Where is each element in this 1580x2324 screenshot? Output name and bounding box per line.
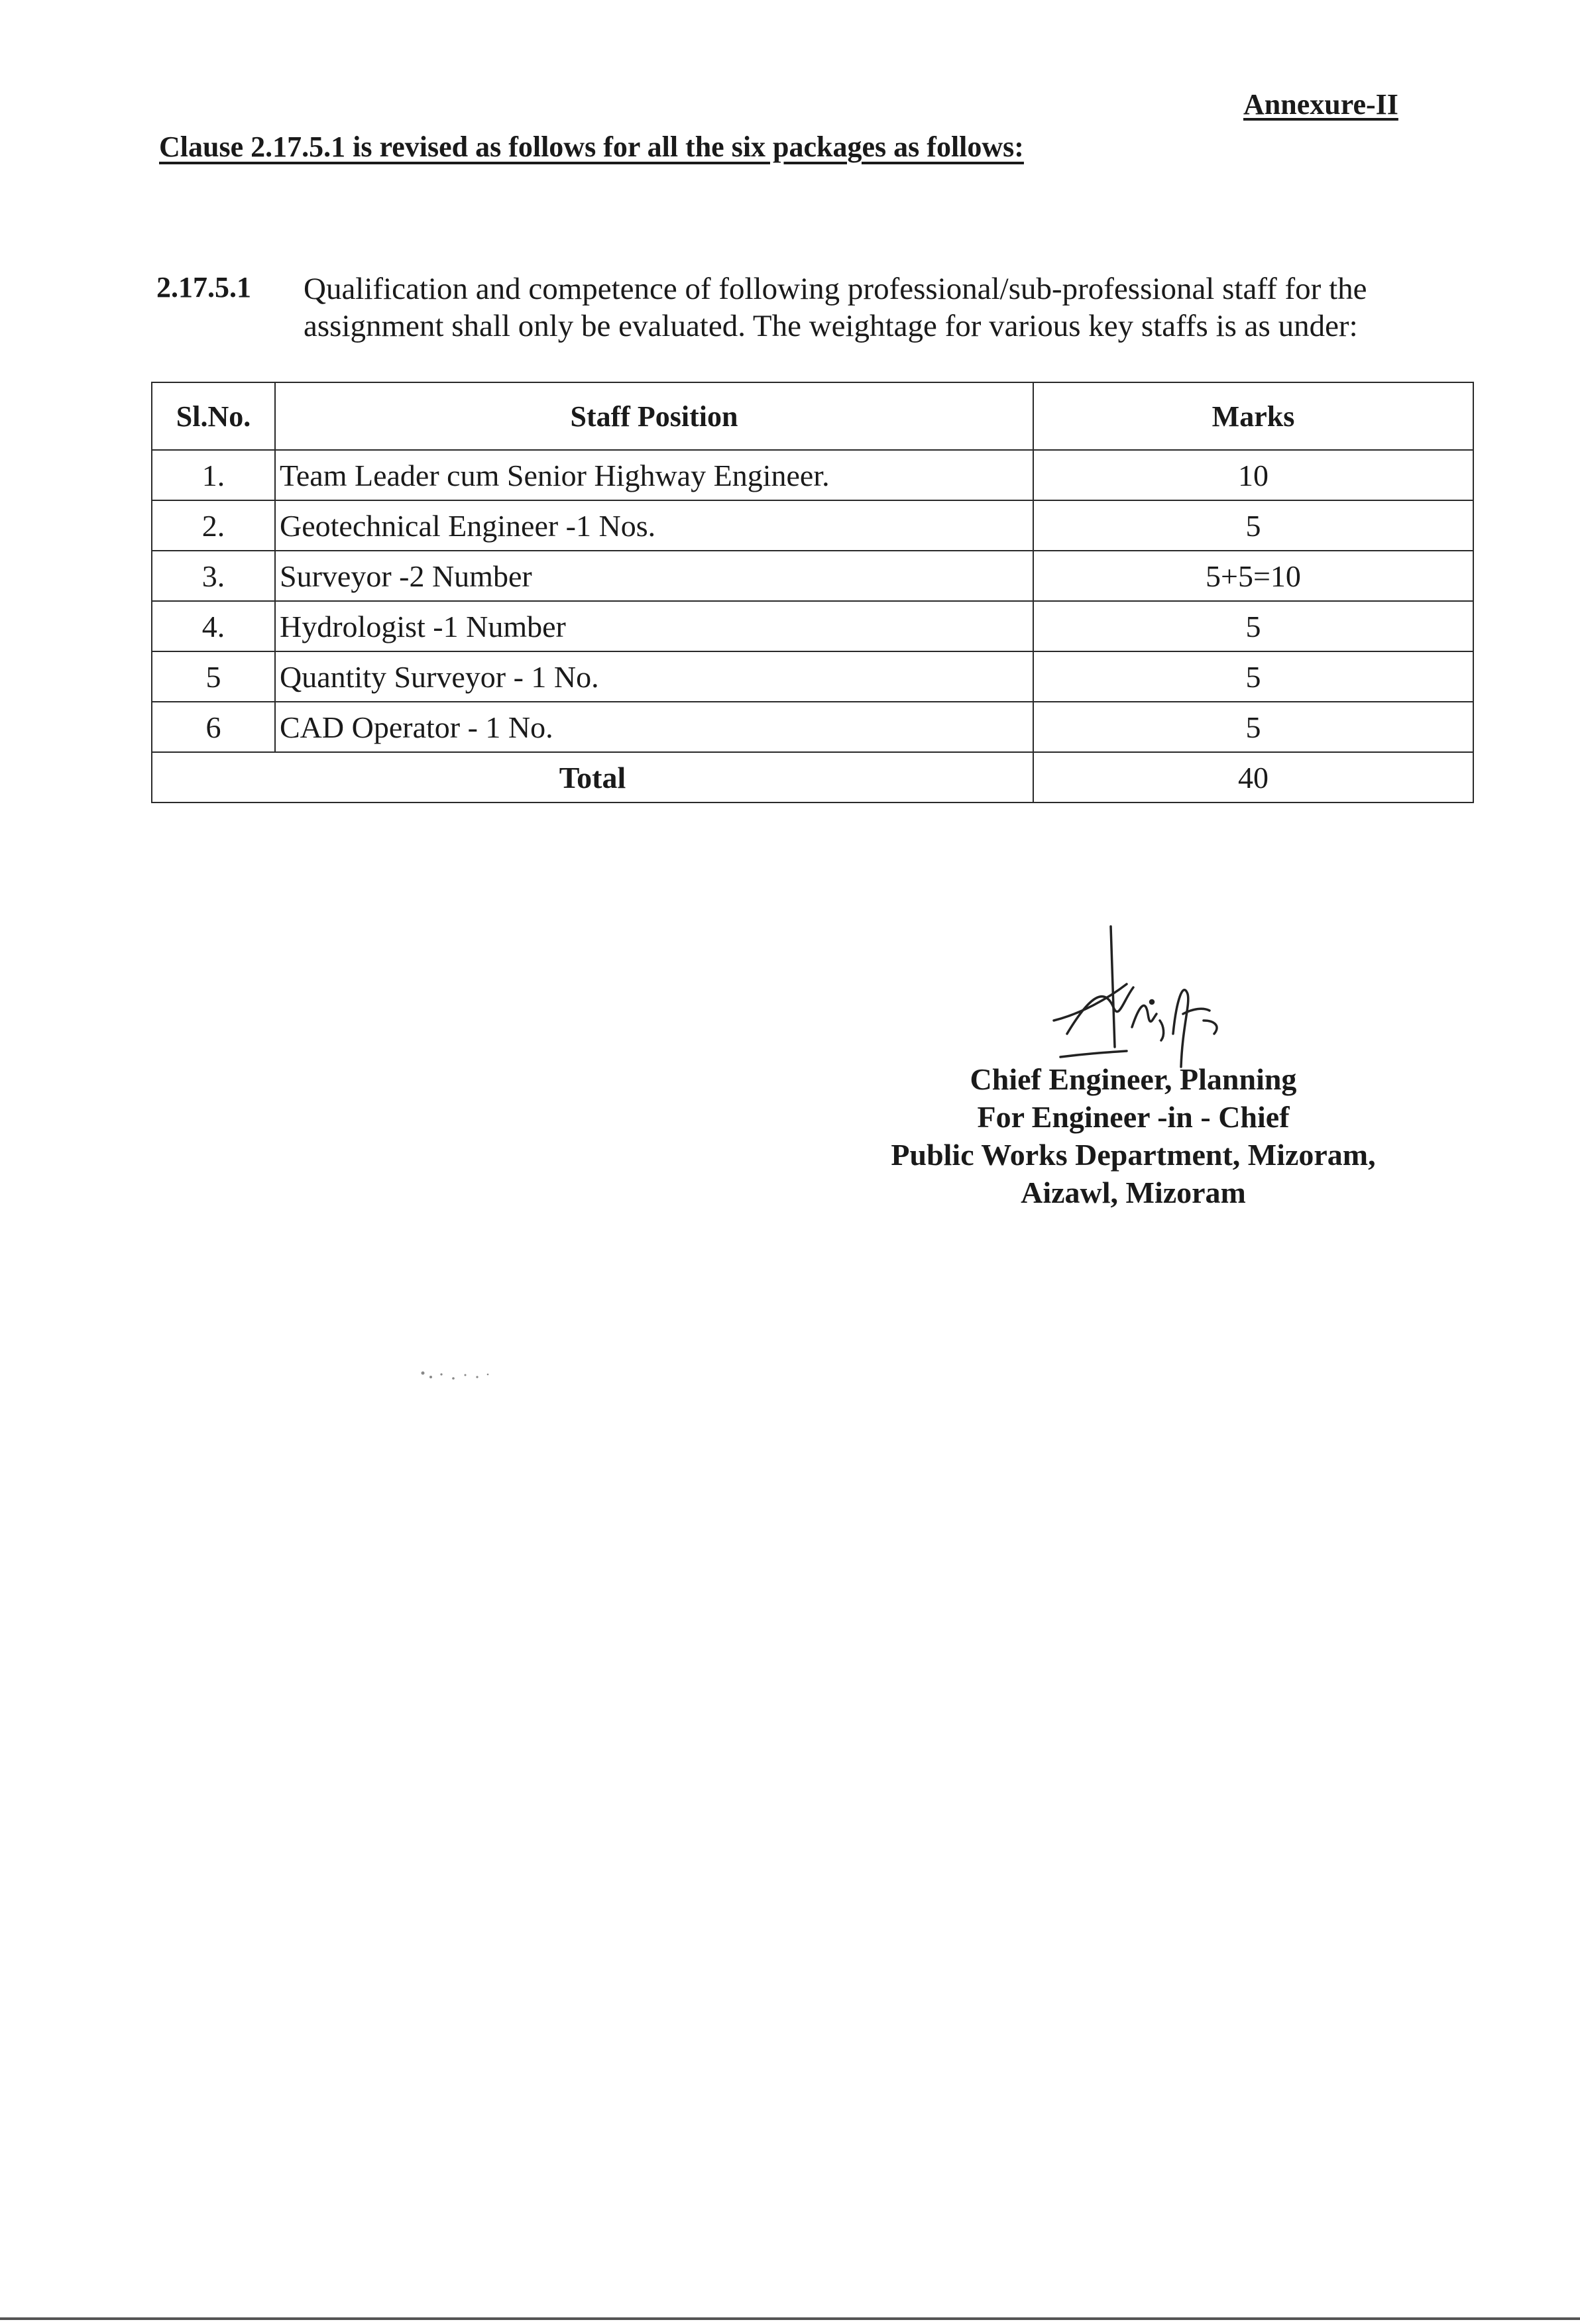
signatory-location: Aizawl, Mizoram xyxy=(1021,1176,1246,1209)
row-staff-position: Quantity Surveyor - 1 No. xyxy=(275,651,1033,702)
header-staff-position: Staff Position xyxy=(275,382,1033,450)
row-marks: 5 xyxy=(1033,651,1473,702)
page-bottom-edge xyxy=(0,2317,1580,2320)
signatory-block xyxy=(835,1060,1432,1211)
row-marks: 10 xyxy=(1033,450,1473,500)
signatory-department: Public Works Department, Mizoram, xyxy=(891,1138,1376,1172)
row-sl-no: 3. xyxy=(152,551,275,601)
signatory-designation: Chief Engineer, Planning xyxy=(970,1062,1297,1096)
table-row xyxy=(152,500,1473,551)
table-header-row xyxy=(152,382,1473,450)
total-label: Total xyxy=(152,752,1033,802)
row-marks: 5 xyxy=(1033,500,1473,551)
header-marks: Marks xyxy=(1033,382,1473,450)
scan-speck xyxy=(419,1365,518,1385)
paragraph-number: 2.17.5.1 xyxy=(156,271,251,304)
row-marks: 5 xyxy=(1033,601,1473,651)
clause-heading: Clause 2.17.5.1 is revised as follows for all the six packages as follows: xyxy=(159,131,1024,163)
row-staff-position: CAD Operator - 1 No. xyxy=(275,702,1033,752)
paragraph-text: Qualification and competence of following professional/sub-professional staff for the assignment shall only be evaluated. The weightage for various key staffs is as under: xyxy=(304,272,1367,343)
table-row xyxy=(152,450,1473,500)
row-sl-no: 2. xyxy=(152,500,275,551)
row-staff-position: Geotechnical Engineer -1 Nos. xyxy=(275,500,1033,551)
table-row xyxy=(152,601,1473,651)
table-total-row xyxy=(152,752,1473,802)
row-marks: 5+5=10 xyxy=(1033,551,1473,601)
row-sl-no: 5 xyxy=(152,651,275,702)
row-sl-no: 6 xyxy=(152,702,275,752)
header-sl-no: Sl.No. xyxy=(152,382,275,450)
row-staff-position: Hydrologist -1 Number xyxy=(275,601,1033,651)
row-marks: 5 xyxy=(1033,702,1473,752)
row-staff-position: Surveyor -2 Number xyxy=(275,551,1033,601)
staff-weightage-table xyxy=(151,382,1474,803)
annexure-label: Annexure-II xyxy=(1243,88,1398,121)
signatory-on-behalf: For Engineer -in - Chief xyxy=(977,1100,1290,1134)
table-row xyxy=(152,551,1473,601)
table-row xyxy=(152,651,1473,702)
table-row xyxy=(152,702,1473,752)
row-sl-no: 1. xyxy=(152,450,275,500)
row-sl-no: 4. xyxy=(152,601,275,651)
row-staff-position: Team Leader cum Senior Highway Engineer. xyxy=(275,450,1033,500)
total-value: 40 xyxy=(1033,752,1473,802)
